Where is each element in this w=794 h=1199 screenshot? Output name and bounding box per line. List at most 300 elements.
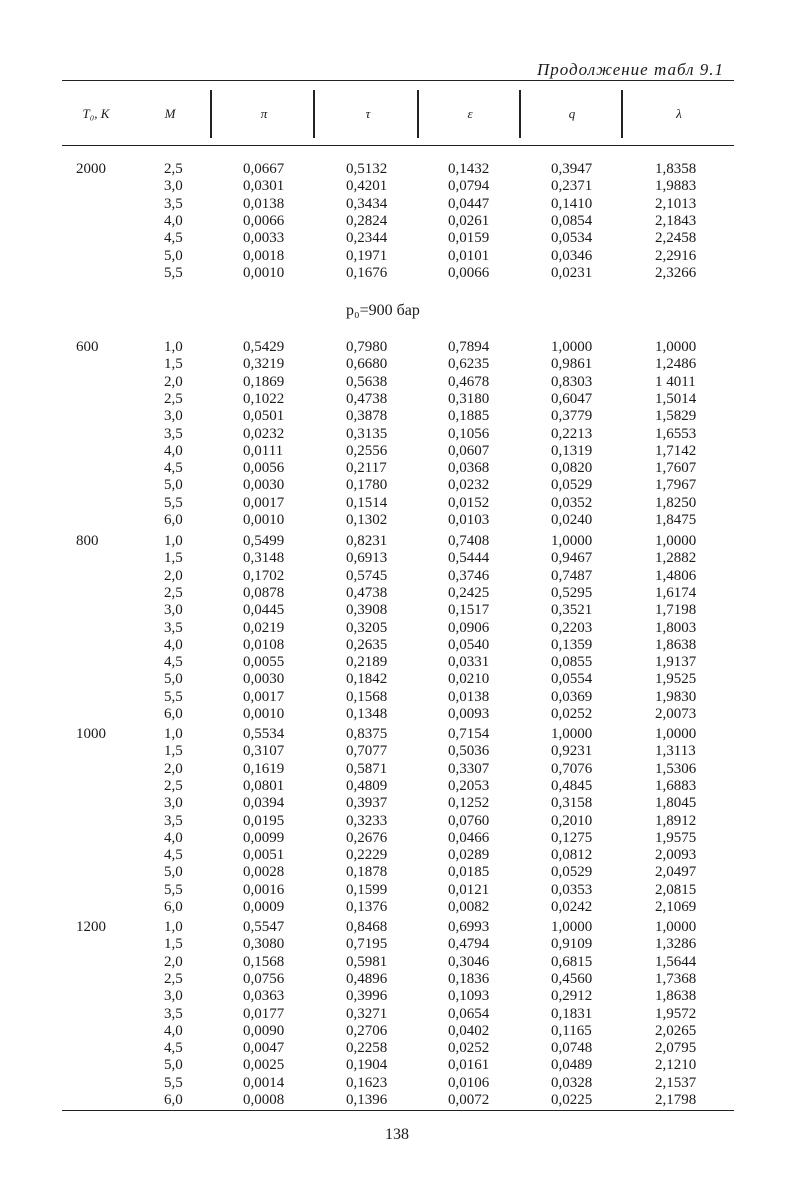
table-cell: 5,5 (164, 264, 183, 281)
table-cell: 1,0000 (655, 339, 697, 355)
table-cell: 0,0111 (243, 442, 284, 459)
table-cell: 0,1904 (346, 1057, 388, 1074)
table-cell: 0,1396 (346, 1092, 388, 1108)
table-cell: 6,0 (164, 512, 183, 528)
table-cell: 0,2053 (448, 777, 490, 794)
table-cell: 0,2010 (551, 812, 593, 829)
table-cell: 0,1517 (448, 602, 490, 619)
table-cell: 2,0 (164, 953, 183, 970)
table-cell: 1,7607 (655, 460, 697, 477)
table-cell: 1,0000 (655, 533, 697, 549)
table-cell: 0,1252 (448, 795, 490, 812)
table-cell: 0,0529 (551, 477, 593, 494)
table-cell: 0,0010 (243, 706, 285, 722)
table-cell: 0,0252 (448, 1040, 490, 1057)
table-cell: 0,1165 (551, 1022, 592, 1039)
table-cell: 0,5444 (448, 550, 490, 567)
header-top-rule (62, 80, 734, 81)
table-cell: 0,7077 (346, 743, 388, 760)
table-cell: 2,1537 (655, 1074, 697, 1091)
table-cell: 5,0 (164, 247, 183, 264)
table-cell: 3,5 (164, 425, 183, 442)
table-cell: 0,3233 (346, 812, 388, 829)
temperature-label: 800 (76, 533, 99, 549)
table-cell: 1,0000 (551, 726, 593, 742)
table-cell: 0,3107 (243, 743, 285, 760)
table-cell: 0,9467 (551, 550, 593, 567)
table-cell: 0,4896 (346, 970, 388, 987)
table-cell: 0,5981 (346, 953, 388, 970)
table-cell: 0,1432 (448, 161, 490, 177)
table-cell: 4,5 (164, 1040, 183, 1057)
table-cell: 0,2556 (346, 442, 388, 459)
table-cell: 0,3271 (346, 1005, 388, 1022)
table-cell: 0,0812 (551, 847, 593, 864)
table-cell: 1,6553 (655, 425, 697, 442)
table-cell: 0,5871 (346, 760, 388, 777)
table-cell: 0,1376 (346, 899, 388, 915)
table-cell: 0,0794 (448, 178, 490, 195)
table-cell: 1,5829 (655, 408, 697, 425)
table-cell: 0,0402 (448, 1022, 490, 1039)
table-cell: 5,5 (164, 494, 183, 511)
table-cell: 5,5 (164, 1074, 183, 1091)
table-cell: 0,5429 (243, 339, 285, 355)
table-cell: 0,0030 (243, 477, 285, 494)
table-cell: 4,0 (164, 636, 183, 653)
table-cell: 0,4201 (346, 178, 388, 195)
table-cell: 0,0232 (448, 477, 490, 494)
table-cell: 0,6680 (346, 356, 388, 373)
table-cell: 0,3746 (448, 567, 490, 584)
table-cell: 0,3205 (346, 619, 388, 636)
table-cell: 1,4806 (655, 567, 697, 584)
table-cell: 0,0756 (243, 970, 285, 987)
table-cell: 0,2203 (551, 619, 593, 636)
table-cell: 3,5 (164, 1005, 183, 1022)
header-tau: τ (365, 106, 371, 121)
table-cell: 0,1568 (243, 953, 285, 970)
table-cell: 3,5 (164, 812, 183, 829)
temperature-label: 1200 (76, 919, 106, 935)
table-cell: 0,0159 (448, 230, 490, 247)
table-cell: 0,1275 (551, 829, 593, 846)
table-cell: 0,0225 (551, 1092, 593, 1108)
table-cell: 2,1798 (655, 1092, 697, 1108)
table-cell: 0,0855 (551, 654, 593, 671)
table-cell: 0,1302 (346, 512, 388, 528)
header-q: q (568, 106, 576, 121)
table-cell: 0,0033 (243, 230, 285, 247)
table-cell: 0,1842 (346, 671, 388, 688)
table-cell: 1,7198 (655, 602, 697, 619)
table-cell: 3,0 (164, 795, 183, 812)
table-cell: 0,1568 (346, 688, 388, 705)
table-cell: 0,0240 (551, 512, 593, 528)
table-cell: 1,8638 (655, 988, 697, 1005)
table-cell: 0,4809 (346, 777, 388, 794)
table-cell: 0,4794 (448, 936, 490, 953)
table-cell: 0,0252 (551, 706, 593, 722)
table-cell: 0,0090 (243, 1022, 285, 1039)
table-cell: 0,0055 (243, 654, 285, 671)
table-cell: 1,0000 (655, 726, 697, 742)
table-cell: 2,1013 (655, 195, 697, 212)
table-cell: 0,0072 (448, 1092, 490, 1108)
table-cell: 0,3148 (243, 550, 285, 567)
table-cell: 0,2371 (551, 178, 593, 195)
table-cell: 0,6235 (448, 356, 490, 373)
header-t0: T₀, K (82, 106, 110, 121)
table-cell: 0,3996 (346, 988, 388, 1005)
table-cell: 1,0000 (551, 339, 593, 355)
table-cell: 0,0540 (448, 636, 490, 653)
table-cell: 1,0 (164, 533, 183, 549)
table-cell: 0,1348 (346, 706, 388, 722)
pressure-subtitle: p₀=900 бар (346, 302, 420, 319)
table-cell: 0,0210 (448, 671, 490, 688)
table-caption: Продолжение табл 9.1 (536, 60, 724, 79)
table-cell: 0,0328 (551, 1074, 593, 1091)
table-cell: 0,0009 (243, 899, 285, 915)
table-cell: 2,0815 (655, 881, 697, 898)
table-cell: 0,0352 (551, 494, 593, 511)
table-cell: 1,5 (164, 936, 183, 953)
table-cell: 1,5 (164, 550, 183, 567)
table-cell: 1,7368 (655, 970, 697, 987)
table-cell: 0,3937 (346, 795, 388, 812)
table-cell: 4,0 (164, 829, 183, 846)
table-cell: 0,0138 (243, 195, 285, 212)
table-cell: 1,0000 (551, 533, 593, 549)
table-cell: 4,5 (164, 847, 183, 864)
table-cell: 2,2916 (655, 247, 697, 264)
table-cell: 0,0466 (448, 829, 490, 846)
header-divider (313, 90, 315, 138)
table-cell: 0,4738 (346, 390, 388, 407)
table-cell: 0,9231 (551, 743, 593, 760)
table-cell: 1,8003 (655, 619, 697, 636)
table-cell: 0,2635 (346, 636, 388, 653)
table-cell: 0,5638 (346, 373, 388, 390)
table-cell: 0,2706 (346, 1022, 388, 1039)
table-cell: 0,0489 (551, 1057, 593, 1074)
table-cell: 0,0051 (243, 847, 285, 864)
table-cell: 5,0 (164, 671, 183, 688)
table-cell: 0,3434 (346, 195, 388, 212)
table-cell: 0,0047 (243, 1040, 285, 1057)
table-cell: 0,0219 (243, 619, 285, 636)
table-cell: 6,0 (164, 706, 183, 722)
temperature-label: 600 (76, 339, 99, 355)
table-cell: 2,1210 (655, 1057, 697, 1074)
table-cell: 5,0 (164, 477, 183, 494)
table-cell: 0,3158 (551, 795, 593, 812)
table-cell: 0,6047 (551, 390, 593, 407)
table-cell: 0,1514 (346, 494, 388, 511)
table-cell: 0,0261 (448, 212, 490, 229)
table-cell: 0,0820 (551, 460, 593, 477)
table-cell: 0,1319 (551, 442, 593, 459)
table-cell: 0,0534 (551, 230, 593, 247)
table-cell: 0,0185 (448, 864, 490, 881)
table-cell: 2,0497 (655, 864, 697, 881)
table-cell: 1,8250 (655, 494, 697, 511)
table-cell: 0,3908 (346, 602, 388, 619)
table-cell: 2,0 (164, 373, 183, 390)
table-cell: 2,2458 (655, 230, 697, 247)
table-cell: 0,6913 (346, 550, 388, 567)
table-cell: 0,0161 (448, 1057, 490, 1074)
table-cell: 0,0529 (551, 864, 593, 881)
table-cell: 1,8638 (655, 636, 697, 653)
table-cell: 0,1410 (551, 195, 593, 212)
table-cell: 2,5 (164, 161, 183, 177)
table-cell: 0,7195 (346, 936, 388, 953)
table-cell: 0,0056 (243, 460, 285, 477)
table-cell: 0,2258 (346, 1040, 388, 1057)
table-cell: 2,5 (164, 390, 183, 407)
table-cell: 0,0138 (448, 688, 490, 705)
table-cell: 0,0082 (448, 899, 490, 915)
table-cell: 4,0 (164, 212, 183, 229)
table-cell: 0,8303 (551, 373, 593, 390)
table-cell: 0,0010 (243, 512, 285, 528)
table-cell: 2,0073 (655, 706, 697, 722)
table-cell: 0,3135 (346, 425, 388, 442)
table-cell: 3,0 (164, 602, 183, 619)
table-cell: 1,9883 (655, 178, 697, 195)
table-cell: 0,2117 (346, 460, 387, 477)
table-cell: 1,0000 (551, 919, 593, 935)
table-cell: 0,8375 (346, 726, 388, 742)
table-cell: 0,5547 (243, 919, 285, 935)
table-cell: 0,0017 (243, 494, 285, 511)
table-cell: 2,5 (164, 777, 183, 794)
table-cell: 0,0748 (551, 1040, 593, 1057)
table-cell: 1,9137 (655, 654, 697, 671)
table-cell: 1,9830 (655, 688, 697, 705)
table-cell: 0,0008 (243, 1092, 285, 1108)
table-cell: 0,5132 (346, 161, 388, 177)
table-cell: 0,1869 (243, 373, 285, 390)
table-cell: 0,1056 (448, 425, 490, 442)
table-cell: 0,0066 (448, 264, 490, 281)
table-cell: 0,0093 (448, 706, 490, 722)
table-cell: 5,0 (164, 864, 183, 881)
table-cell: 0,0667 (243, 161, 285, 177)
table-cell: 0,7076 (551, 760, 593, 777)
table-cell: 0,9861 (551, 356, 593, 373)
table-cell: 0,0195 (243, 812, 285, 829)
table-cell: 0,2229 (346, 847, 388, 864)
table-cell: 0,1885 (448, 408, 490, 425)
table-cell: 0,0066 (243, 212, 285, 229)
table-cell: 1,0 (164, 919, 183, 935)
table-cell: 0,0289 (448, 847, 490, 864)
table-cell: 1,2486 (655, 356, 697, 373)
table-cell: 1,9572 (655, 1005, 697, 1022)
table-cell: 0,7980 (346, 339, 388, 355)
table-cell: 0,1022 (243, 390, 285, 407)
temperature-label: 2000 (76, 161, 106, 177)
table-cell: 0,0106 (448, 1074, 490, 1091)
table-cell: 1,0 (164, 726, 183, 742)
table-cell: 1,8358 (655, 161, 697, 177)
table-cell: 1,6174 (655, 584, 697, 601)
table-cell: 0,0242 (551, 899, 593, 915)
table-cell: 1,0000 (655, 919, 697, 935)
table-cell: 0,0028 (243, 864, 285, 881)
table-cell: 0,3878 (346, 408, 388, 425)
header-divider (519, 90, 521, 138)
table-cell: 0,3947 (551, 161, 593, 177)
header-pi: π (260, 106, 268, 121)
table-cell: 0,3080 (243, 936, 285, 953)
header-lambda: λ (676, 106, 682, 121)
table-cell: 0,7154 (448, 726, 490, 742)
table-cell: 0,0445 (243, 602, 285, 619)
table-cell: 0,1878 (346, 864, 388, 881)
table-cell: 0,0301 (243, 178, 285, 195)
table-cell: 0,0121 (448, 881, 490, 898)
table-cell: 0,1836 (448, 970, 490, 987)
table-cell: 1,3113 (655, 743, 696, 760)
table-cell: 0,5036 (448, 743, 490, 760)
table-cell: 0,9109 (551, 936, 593, 953)
table-cell: 5,0 (164, 1057, 183, 1074)
table-cell: 0,4560 (551, 970, 593, 987)
table-cell: 0,0014 (243, 1074, 285, 1091)
table-cell: 1,7142 (655, 442, 697, 459)
table-cell: 3,0 (164, 178, 183, 195)
table-cell: 0,3779 (551, 408, 593, 425)
table-cell: 0,1780 (346, 477, 388, 494)
table-cell: 0,5295 (551, 584, 593, 601)
header-divider (417, 90, 419, 138)
table-cell: 1,9575 (655, 829, 697, 846)
table-cell: 0,6993 (448, 919, 490, 935)
table-cell: 1,8912 (655, 812, 697, 829)
table-cell: 1,0 (164, 339, 183, 355)
table-cell: 1,6883 (655, 777, 697, 794)
page-number: 138 (385, 1126, 409, 1143)
header-m: M (164, 106, 176, 121)
table-cell: 0,5534 (243, 726, 285, 742)
table-cell: 3,0 (164, 408, 183, 425)
table-cell: 0,2189 (346, 654, 388, 671)
table-cell: 0,0760 (448, 812, 490, 829)
temperature-label: 1000 (76, 726, 106, 742)
table-cell: 0,2912 (551, 988, 593, 1005)
table-cell: 2,0 (164, 567, 183, 584)
table-cell: 0,3046 (448, 953, 490, 970)
table-cell: 1,8045 (655, 795, 697, 812)
table-cell: 4,0 (164, 442, 183, 459)
table-cell: 1,3286 (655, 936, 697, 953)
table-cell: 0,0331 (448, 654, 490, 671)
table-cell: 0,0368 (448, 460, 490, 477)
table-cell: 5,5 (164, 688, 183, 705)
table-cell: 0,3307 (448, 760, 490, 777)
table-cell: 0,0346 (551, 247, 593, 264)
table-cell: 2,0 (164, 760, 183, 777)
table-cell: 4,5 (164, 460, 183, 477)
table-cell: 0,2344 (346, 230, 388, 247)
table-cell: 0,0353 (551, 881, 593, 898)
header-divider (210, 90, 212, 138)
table-cell: 4,5 (164, 654, 183, 671)
table-cell: 0,0554 (551, 671, 593, 688)
table-cell: 0,0878 (243, 584, 285, 601)
table-cell: 1,5 (164, 356, 183, 373)
table-cell: 0,3219 (243, 356, 285, 373)
table-cell: 0,8231 (346, 533, 388, 549)
table-cell: 1,2882 (655, 550, 697, 567)
header-bottom-rule (62, 145, 734, 146)
table-cell: 0,4738 (346, 584, 388, 601)
table-cell: 0,0447 (448, 195, 490, 212)
table-cell: 4,0 (164, 1022, 183, 1039)
table-cell: 3,5 (164, 195, 183, 212)
table-cell: 5,5 (164, 881, 183, 898)
table-cell: 0,0030 (243, 671, 285, 688)
table-cell: 0,0152 (448, 494, 490, 511)
table-cell: 0,2425 (448, 584, 490, 601)
table-cell: 0,0501 (243, 408, 285, 425)
table-cell: 0,1359 (551, 636, 593, 653)
table-cell: 0,0103 (448, 512, 490, 528)
table-cell: 0,0369 (551, 688, 593, 705)
table-cell: 0,4845 (551, 777, 593, 794)
table-cell: 0,0801 (243, 777, 285, 794)
table-cell: 0,5499 (243, 533, 285, 549)
table-cell: 0,0018 (243, 247, 285, 264)
table-cell: 1,5014 (655, 390, 697, 407)
table-cell: 0,0017 (243, 688, 285, 705)
table-cell: 0,0607 (448, 442, 490, 459)
table-cell: 1,5644 (655, 953, 697, 970)
table-cell: 0,0108 (243, 636, 285, 653)
table-cell: 0,0854 (551, 212, 593, 229)
table-cell: 0,0232 (243, 425, 285, 442)
table-cell: 0,8468 (346, 919, 388, 935)
table-cell: 4,5 (164, 230, 183, 247)
table-cell: 0,1971 (346, 247, 388, 264)
table-cell: 0,1702 (243, 567, 285, 584)
table-cell: 2,0093 (655, 847, 697, 864)
table-cell: 0,1623 (346, 1074, 388, 1091)
table-cell: 0,0177 (243, 1005, 285, 1022)
table-cell: 2,0265 (655, 1022, 697, 1039)
table-cell: 0,2676 (346, 829, 388, 846)
table-cell: 3,0 (164, 988, 183, 1005)
table-cell: 0,1619 (243, 760, 285, 777)
table-cell: 0,0906 (448, 619, 490, 636)
table-cell: 0,3180 (448, 390, 490, 407)
table-cell: 2,0795 (655, 1040, 697, 1057)
table-cell: 1,7967 (655, 477, 697, 494)
table-cell: 2,1843 (655, 212, 697, 229)
table-cell: 0,0654 (448, 1005, 490, 1022)
table-cell: 0,1676 (346, 264, 388, 281)
table-cell: 0,7487 (551, 567, 593, 584)
table-cell: 0,0016 (243, 881, 285, 898)
table-cell: 0,2824 (346, 212, 388, 229)
header-epsilon: ε (467, 106, 473, 121)
table-cell: 0,1093 (448, 988, 490, 1005)
table-cell: 2,1069 (655, 899, 697, 915)
